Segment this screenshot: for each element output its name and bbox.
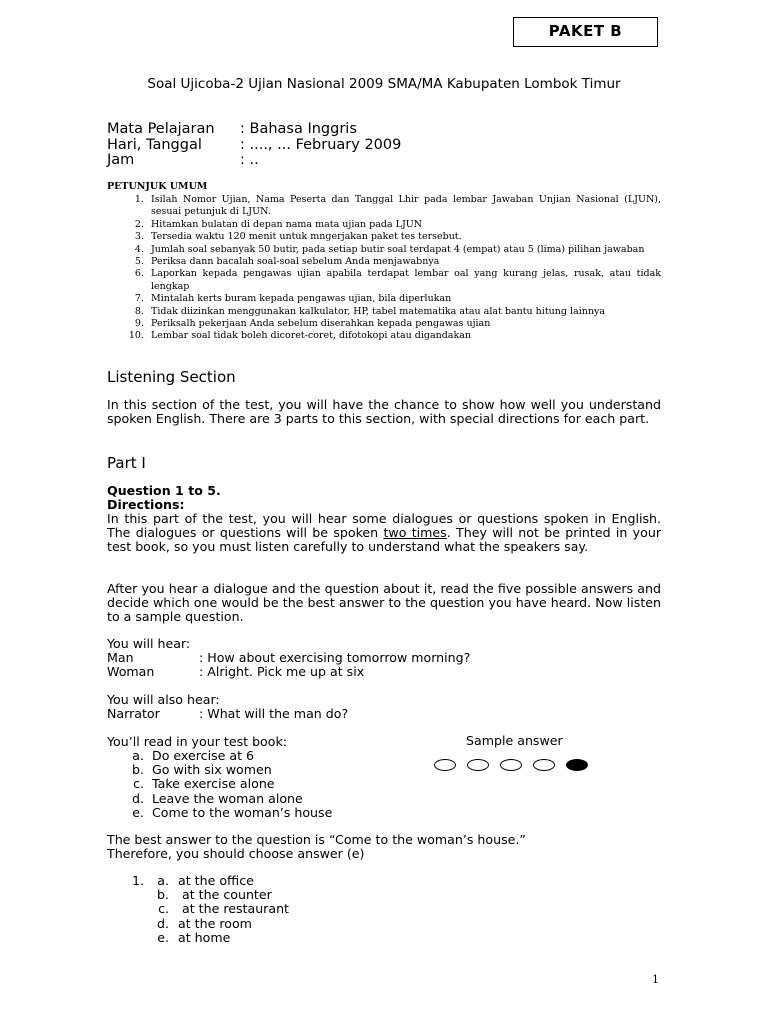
option-text: Leave the woman alone <box>152 790 303 806</box>
answer-option <box>107 749 332 763</box>
instruction-number: 6. <box>134 268 144 280</box>
instruction-text: Jumlah soal sebanyak 50 butir, pada setiap butir soal terdapat 4 (empat) atau 5 (lima) pilihan jawaban <box>151 243 645 255</box>
general-instructions-list <box>107 194 661 343</box>
answer-bubble-filled <box>566 759 588 771</box>
instruction-text: Periksa dann bacalah soal-soal sebelum Anda menjawabnya <box>151 256 440 268</box>
read-in-book: You’ll read in your test book: <box>107 734 288 749</box>
option-letter: c. <box>158 901 169 917</box>
option-text: at home <box>174 929 231 945</box>
instruction-text: Hitamkan bulatan di depan nama mata ujian pada LJUN <box>151 218 423 230</box>
meta-value: : Bahasa Inggris <box>240 121 357 137</box>
speaker: Woman <box>107 664 155 680</box>
directions-label: Directions: <box>107 497 185 512</box>
listening-intro: In this section of the test, you will have the chance to show how well you understand spoken English. There are 3 parts to this section, with special directions for each part. <box>107 397 661 427</box>
you-will-hear: You will hear: <box>107 636 191 651</box>
instruction-item <box>107 318 661 330</box>
meta-key: Hari, Tanggal <box>107 136 202 153</box>
option-letter: b. <box>132 762 144 778</box>
instruction-item <box>107 293 661 305</box>
sample-answer-bubbles <box>434 759 588 771</box>
package-label: PAKET B <box>513 17 658 47</box>
meta-key: Jam <box>107 152 135 168</box>
option-letter: e. <box>157 929 169 945</box>
meta-value: : .. <box>240 152 259 168</box>
option-text: at the counter <box>174 887 272 903</box>
dialogue-line <box>107 707 348 721</box>
option-letter: b. <box>157 887 169 903</box>
answer-option <box>107 763 332 777</box>
directions-text-part: . They will not be printed in your test book, so you must listen carefully to understand what the speakers say. <box>107 525 661 555</box>
question-number <box>107 888 152 902</box>
meta-key: Mata Pelajaran <box>107 121 215 137</box>
question-1 <box>107 874 289 945</box>
utterance: : What will the man do? <box>199 706 349 721</box>
answer-option <box>107 874 289 888</box>
listening-section-heading: Listening Section <box>107 368 236 386</box>
option-letter: e. <box>132 804 144 820</box>
option-text: at the office <box>174 873 254 888</box>
answer-option <box>107 888 289 902</box>
option-letter: d. <box>157 915 169 931</box>
option-text: Do exercise at 6 <box>152 748 255 763</box>
question-number <box>107 931 152 945</box>
sample-dialogue <box>107 651 470 679</box>
answer-option <box>107 902 289 916</box>
option-text: Come to the woman’s house <box>152 804 333 820</box>
instruction-item <box>107 194 661 219</box>
utterance: : Alright. Pick me up at six <box>199 664 365 680</box>
question-number: 1. <box>131 873 144 888</box>
utterance: : How about exercising tomorrow morning? <box>199 650 471 665</box>
instruction-text: Tersedia waktu 120 menit untuk mngerjakan paket tes tersebut. <box>151 231 462 243</box>
answer-option <box>107 806 332 820</box>
instruction-number: 8. <box>134 305 144 317</box>
dialogue-line <box>107 665 470 679</box>
directions-paragraph-2: After you hear a dialogue and the question about it, read the five possible answers and decide which one would be the best answer to the question you have heard. Now listen to a sample question. <box>107 581 661 625</box>
instruction-item <box>107 268 661 293</box>
instruction-number: 3. <box>134 231 144 243</box>
instruction-item <box>107 231 661 243</box>
speaker: Man <box>107 650 134 665</box>
instruction-number: 10. <box>128 330 144 342</box>
meta-row-subject <box>107 122 401 138</box>
speaker: Narrator <box>107 706 160 721</box>
instruction-number: 5. <box>134 256 144 268</box>
instruction-item <box>107 306 661 318</box>
meta-row-date <box>107 138 401 154</box>
answer-option <box>107 931 289 945</box>
question-number <box>107 902 152 916</box>
instruction-number: 1. <box>134 194 144 205</box>
part-heading: Part I <box>107 454 146 472</box>
answer-option <box>107 917 289 931</box>
sample-options <box>107 749 332 820</box>
directions-text-part: In this part of the test, you will hear some dialogues or questions spoken in English. The dialogues or questions will be spoken <box>107 511 661 541</box>
instruction-text: Periksalh pekerjaan Anda sebelum diserahkan kepada pengawas ujian <box>151 318 491 330</box>
instruction-text: Tidak diizinkan menggunakan kalkulator, HP, tabel matematika atau alat bantu hitung lainnya <box>151 305 605 317</box>
instruction-text: Mintalah kerts buram kepada pengawas ujian, bila diperlukan <box>151 293 452 305</box>
instruction-item <box>107 330 661 342</box>
instruction-number: 2. <box>134 218 144 230</box>
answer-bubble <box>500 759 522 771</box>
instruction-item <box>107 219 661 231</box>
instruction-number: 7. <box>134 293 144 305</box>
narrator-line <box>107 707 348 721</box>
instruction-item <box>107 244 661 256</box>
best-answer-line-1: The best answer to the question is “Come to the woman’s house.” <box>107 832 526 847</box>
option-letter: a. <box>157 873 169 888</box>
document-title: Soal Ujicoba-2 Ujian Nasional 2009 SMA/MA Kabupaten Lombok Timur <box>147 76 621 92</box>
directions-underlined: two times <box>383 525 447 541</box>
meta-row-time <box>107 153 401 169</box>
option-text: Go with six women <box>152 762 272 778</box>
answer-option <box>107 777 332 791</box>
option-letter: c. <box>133 776 144 792</box>
directions-text <box>107 512 661 555</box>
option-text: at the restaurant <box>174 901 289 917</box>
option-letter: a. <box>132 748 144 763</box>
option-text: Take exercise alone <box>152 776 275 792</box>
answer-bubble <box>434 759 456 771</box>
instruction-number: 4. <box>134 243 144 255</box>
instruction-number: 9. <box>134 318 144 330</box>
instruction-text: Isilah Nomor Ujian, Nama Peserta dan Tanggal Lhir pada lembar Jawaban Unjian Nasional (LJUN), sesuai petunjuk di LJUN. <box>151 194 661 218</box>
exam-meta <box>107 122 401 169</box>
meta-value: : ...., ... February 2009 <box>240 136 402 153</box>
sample-answer-label: Sample answer <box>466 733 563 748</box>
instruction-text: Lembar soal tidak boleh dicoret-coret, difotokopi atau digandakan <box>151 330 472 342</box>
instruction-item <box>107 256 661 268</box>
question-number <box>107 917 152 931</box>
answer-bubble <box>467 759 489 771</box>
instruction-text: Laporkan kepada pengawas ujian apabila terdapat lembar oal yang kurang jelas, rusak, atau tidak lengkap <box>151 268 661 292</box>
you-will-also-hear: You will also hear: <box>107 692 220 707</box>
answer-option <box>107 792 332 806</box>
option-letter: d. <box>132 790 144 806</box>
general-instructions-heading: PETUNJUK UMUM <box>107 181 208 192</box>
best-answer-line-2: Therefore, you should choose answer (e) <box>107 846 365 861</box>
answer-bubble <box>533 759 555 771</box>
option-text: at the room <box>174 915 252 931</box>
dialogue-line <box>107 651 470 665</box>
question-range: Question 1 to 5. <box>107 483 221 498</box>
page-number: 1 <box>652 973 659 986</box>
